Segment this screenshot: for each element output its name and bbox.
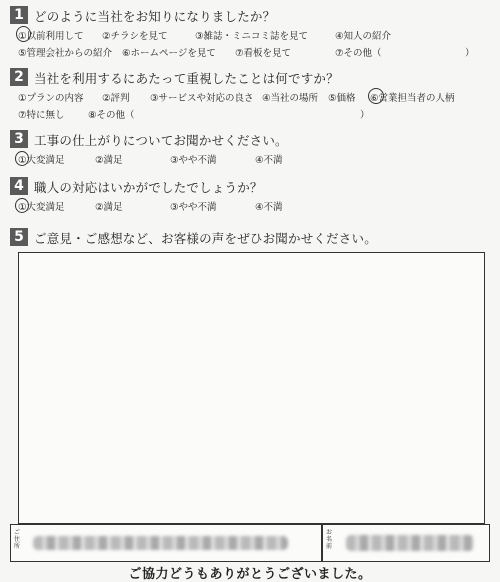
option[interactable]: ⑦その他（ xyxy=(335,48,382,59)
comment-textarea[interactable] xyxy=(18,252,485,524)
option-close: ） xyxy=(360,110,370,121)
option-close: ） xyxy=(465,48,475,59)
option[interactable]: ⑥営業担当者の人柄 xyxy=(370,93,455,104)
option[interactable]: ⑤管理会社からの紹介 xyxy=(18,48,113,59)
option[interactable]: ②評判 xyxy=(102,93,130,104)
option[interactable]: ⑧その他（ xyxy=(88,110,135,121)
question-3 xyxy=(10,130,495,167)
question-number: 1 xyxy=(10,6,28,24)
question-5 xyxy=(10,228,495,248)
option[interactable]: ⑥ホームページを見て xyxy=(122,48,216,59)
option[interactable]: ③やや不満 xyxy=(170,202,217,213)
address-label: ご住所 xyxy=(14,529,21,550)
option[interactable]: ①以前利用して xyxy=(18,31,84,42)
option[interactable]: ①大変満足 xyxy=(18,155,65,166)
option[interactable]: ⑦看板を見て xyxy=(235,48,292,59)
question-number: 3 xyxy=(10,130,28,148)
option[interactable]: ②満足 xyxy=(95,202,123,213)
question-text: 職人の対応はいかがでしたでしょうか？ xyxy=(34,180,263,195)
footer-divider xyxy=(321,525,323,561)
option[interactable]: ②満足 xyxy=(95,155,123,166)
question-text: ご意見・ご感想など、お客様の声をぜひお聞かせください。 xyxy=(34,231,377,246)
option[interactable]: ④不満 xyxy=(255,155,283,166)
option[interactable]: ①プランの内容 xyxy=(18,93,84,104)
question-4 xyxy=(10,177,495,214)
customer-info-box xyxy=(10,524,490,562)
question-2 xyxy=(10,68,495,122)
question-text: 当社を利用するにあたって重視したことは何ですか？ xyxy=(34,71,339,86)
option[interactable]: ⑤価格 xyxy=(328,93,356,104)
question-text: 工事の仕上がりについてお聞かせください。 xyxy=(34,133,288,148)
option[interactable]: ④不満 xyxy=(255,202,283,213)
name-label: お名前 xyxy=(326,529,333,550)
option[interactable]: ④知人の紹介 xyxy=(335,31,392,42)
option[interactable]: ②チラシを見て xyxy=(102,31,168,42)
option[interactable]: ⑦特に無し xyxy=(18,110,65,121)
question-1 xyxy=(10,6,495,60)
question-number: 4 xyxy=(10,177,28,195)
question-number: 2 xyxy=(10,68,28,86)
question-text: どのように当社をお知りになりましたか？ xyxy=(34,9,276,24)
option[interactable]: ④当社の場所 xyxy=(262,93,319,104)
option[interactable]: ③サービスや対応の良さ xyxy=(150,93,254,104)
option[interactable]: ①大変満足 xyxy=(18,202,65,213)
question-number: 5 xyxy=(10,228,28,246)
option[interactable]: ③雑誌・ミニコミ誌を見て xyxy=(195,31,309,42)
name-field-redacted[interactable] xyxy=(346,535,474,551)
address-field-redacted[interactable] xyxy=(33,536,288,550)
option[interactable]: ③やや不満 xyxy=(170,155,217,166)
thanks-message: ご協力どうもありがとうございました。 xyxy=(128,567,372,582)
